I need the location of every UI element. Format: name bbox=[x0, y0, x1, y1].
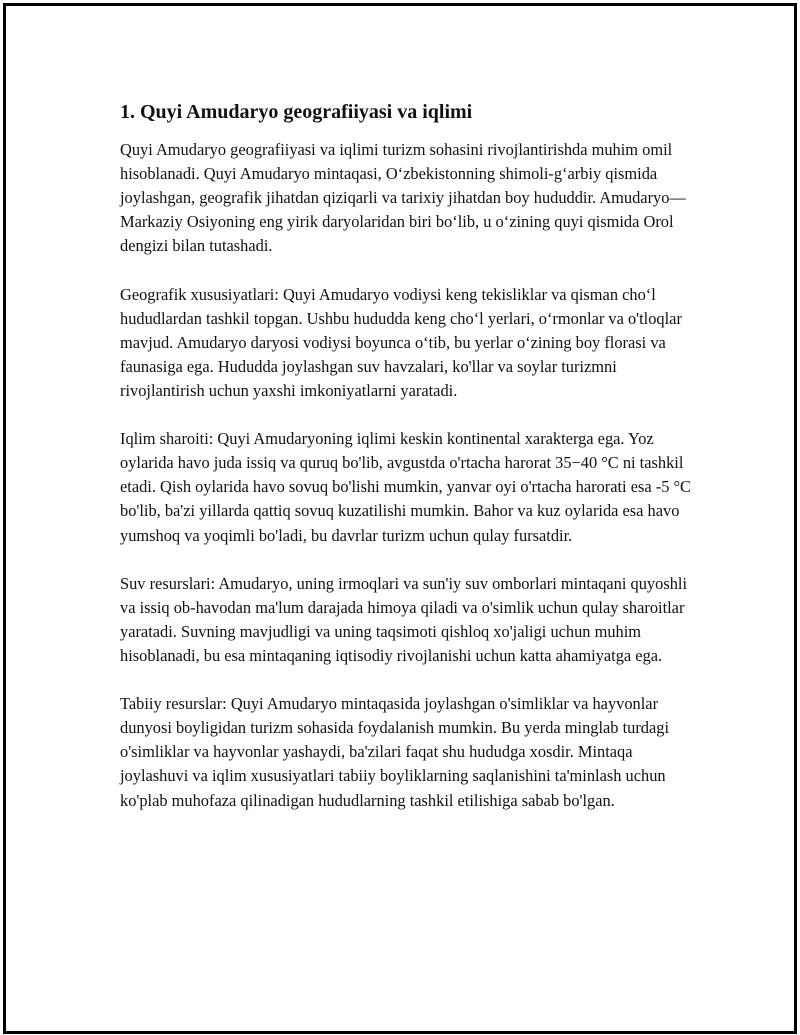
document-page bbox=[3, 3, 797, 1034]
paragraph-geography: Geografik xususiyatlari: Quyi Amudaryo vodiysi keng tekisliklar va qisman cho‘l hududlardan tashkil topgan. Ushbu hududda keng cho‘l yerlari, o‘rmonlar va o'tloqlar mavjud. Amudaryo daryosi vodiysi boyunca o‘tib, bu yerlar o‘zining boy florasi va faunasiga ega. Hududda joylashgan suv havzalari, ko'llar va soylar turizmni rivojlantirish uchun yaxshi imkoniyatlarni yaratadi. bbox=[120, 284, 682, 400]
paragraph-climate: Iqlim sharoiti: Quyi Amudaryoning iqlimi keskin kontinental xarakterga ega. Yoz oylarida havo juda issiq va quruq bo'lib, avgustda o'rtacha harorat 35−40 °C ni tashkil etadi. Qish oylarida havo sovuq bo'lishi mumkin, yanvar oyi o'rtacha harorati esa -5 °C bo'lib, ba'zi yillarda qattiq sovuq kuzatilishi mumkin. Bahor va kuz oylarida esa havo yumshoq va yoqimli bo'ladi, bu davrlar turizm uchun qulay fursatdir. bbox=[120, 429, 691, 545]
section-heading: 1. Quyi Amudaryo geografiiyasi va iqlimi bbox=[120, 101, 473, 123]
paragraph-water-resources: Suv resurslari: Amudaryo, uning irmoqlari va sun'iy suv omborlari mintaqani quyoshli va issiq ob-havodan ma'lum darajada himoya qiladi va o'simlik uchun qulay sharoitlar yaratadi. Suvning mavjudligi va uning taqsimoti qishloq xo'jaligi uchun muhim hisoblanadi, bu esa mintaqaning iqtisodiy rivojlanishi uchun katta ahamiyatga ega. bbox=[120, 573, 687, 665]
document-content bbox=[120, 98, 695, 837]
paragraph-natural-resources: Tabiiy resurslar: Quyi Amudaryo mintaqasida joylashgan o'simliklar va hayvonlar dunyosi boyligidan turizm sohasida foydalanish mumkin. Bu yerda minglab turdagi o'simliklar va hayvonlar yashaydi, ba'zilari faqat shu hududga xosdir. Mintaqa joylashuvi va iqlim xususiyatlari tabiiy boyliklarning saqlanishini ta'minlash uchun ko'plab muhofaza qilinadigan hududlarning tashkil etilishiga sabab bo'lgan. bbox=[120, 694, 670, 810]
paragraph-intro: Quyi Amudaryo geografiiyasi va iqlimi turizm sohasini rivojlantirishda muhim omil hisoblanadi. Quyi Amudaryo mintaqasi, O‘zbekistonning shimoli-g‘arbiy qismida joylashgan, geografik jihatdan qiziqarli va tarixiy jihatdan boy hududdir. Amudaryo—Markaziy Osiyoning eng yirik daryolaridan biri bo‘lib, u o‘zining quyi qismida Orol dengizi bilan tutashadi. bbox=[120, 140, 686, 256]
